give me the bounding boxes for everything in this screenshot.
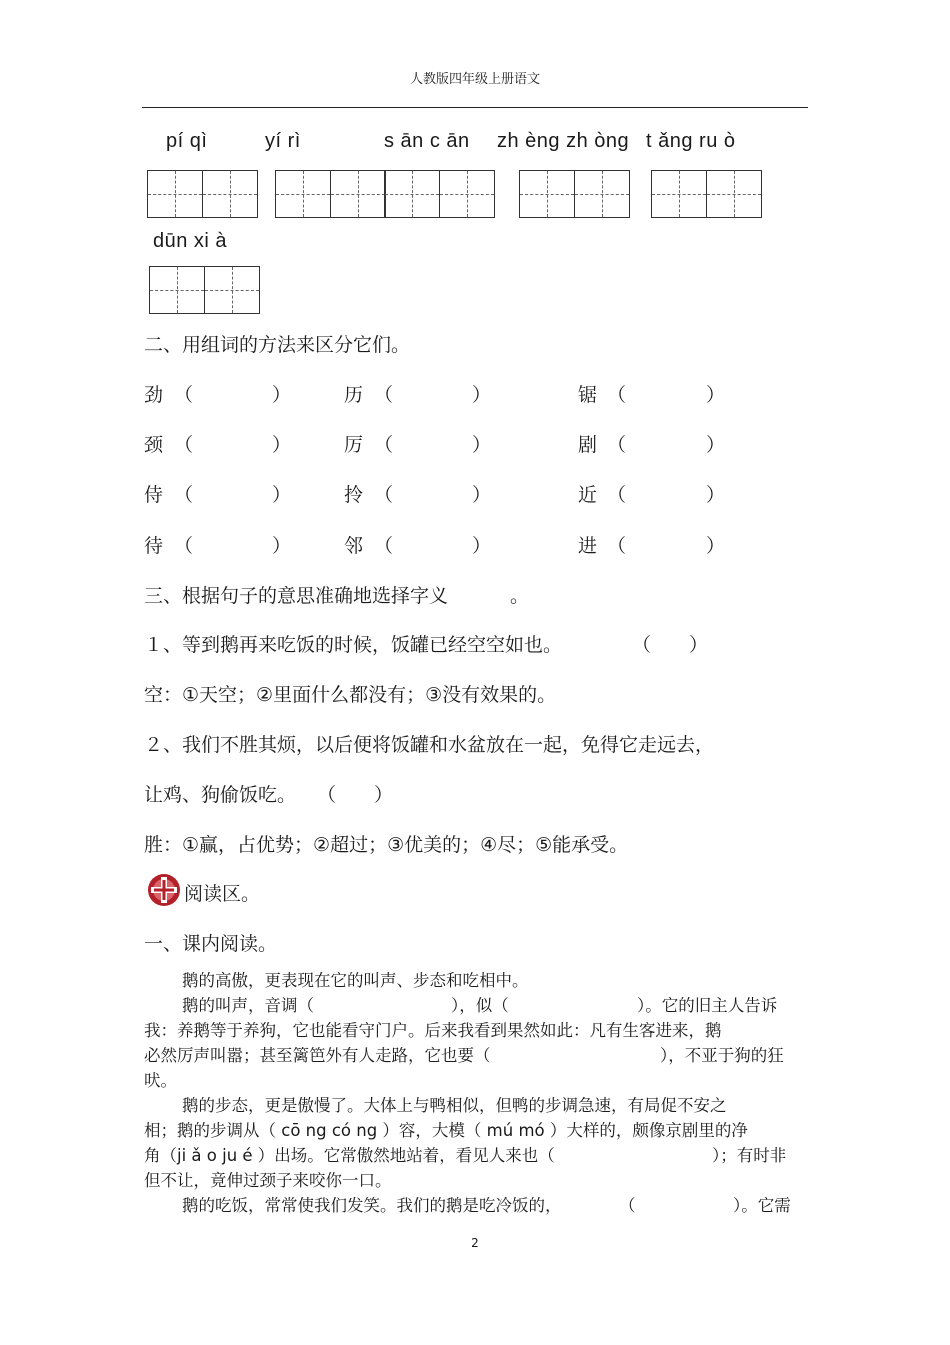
paren-open: （ <box>174 484 194 506</box>
grid-cell[interactable] <box>147 170 203 218</box>
question-2-line-2: 让鸡、狗偷饭吃。 <box>144 784 297 806</box>
cross-emblem-icon <box>147 873 181 907</box>
writing-grid-1[interactable] <box>147 170 258 218</box>
char: 劲 <box>144 384 164 406</box>
grid-cell[interactable] <box>706 170 762 218</box>
passage-line: ），似（ <box>451 996 509 1015</box>
char: 剧 <box>578 434 598 456</box>
paren-open: （ <box>607 384 627 406</box>
passage-line: 我：养鹅等于养狗，它也能看守门户。后来我看到果然如此：凡有生客进来，鹅 <box>144 1021 722 1040</box>
paren-open: （ <box>607 535 627 557</box>
passage-line: 鹅的高傲，更表现在它的叫声、步态和吃相中。 <box>182 971 529 990</box>
paren-open: （ <box>374 535 394 557</box>
writing-grid-2[interactable] <box>275 170 495 218</box>
pinyin-5: t ǎng ru ò <box>646 130 736 152</box>
passage-line: （ <box>619 1196 636 1215</box>
passage-line: ）。它需 <box>733 1196 791 1215</box>
paren-open: （ <box>174 535 194 557</box>
char: 锯 <box>578 384 598 406</box>
passage-line: 相；鹅的步调从（ cō ng có ng ）容，大模（ mú mó ）大样的，颇像京剧里的净 <box>144 1121 748 1140</box>
grid-cell[interactable] <box>330 170 386 218</box>
writing-grid-4[interactable] <box>651 170 762 218</box>
passage-line: 鹅的步态，更是傲慢了。大体上与鸭相似，但鸭的步调急速，有局促不安之 <box>182 1096 727 1115</box>
char: 颈 <box>144 434 164 456</box>
passage-line: 鹅的吃饭，常常使我们发笑。我们的鹅是吃冷饭的， <box>182 1196 562 1215</box>
grid-cell[interactable] <box>149 266 205 314</box>
reading-subtitle: 一、课内阅读。 <box>144 933 278 955</box>
grid-cell[interactable] <box>384 170 440 218</box>
paren-close: ） <box>706 434 726 456</box>
page-number: 2 <box>471 1236 479 1250</box>
pinyin-4: zh èng zh òng <box>497 130 630 152</box>
pinyin-3: s ān c ān <box>384 130 470 152</box>
question-2-options: 胜：①赢，占优势；②超过；③优美的；④尽；⑤能承受。 <box>144 834 629 856</box>
grid-cell[interactable] <box>439 170 495 218</box>
pinyin-6: dūn xi à <box>153 230 228 252</box>
passage-line: 角（ji ǎ o ju é ）出场。它常傲然地站着，看见人来也（ <box>144 1146 555 1165</box>
passage-line: 必然厉声叫嚣；甚至篱笆外有人走路，它也要（ <box>144 1046 491 1065</box>
paren-open: （ <box>374 434 394 456</box>
paren-open: （ <box>174 384 194 406</box>
grid-cell[interactable] <box>204 266 260 314</box>
page-header: 人教版四年级上册语文 <box>409 72 540 87</box>
paren-close: ） <box>472 384 492 406</box>
paren-close: ） <box>472 434 492 456</box>
passage-line: ），不亚于狗的狂 <box>660 1046 784 1065</box>
pinyin-2: yí rì <box>265 130 301 152</box>
writing-grid-3[interactable] <box>519 170 630 218</box>
grid-cell[interactable] <box>519 170 575 218</box>
writing-grid-5[interactable] <box>149 266 260 314</box>
grid-cell[interactable] <box>651 170 707 218</box>
passage-line: ）。它的旧主人告诉 <box>637 996 778 1015</box>
reading-title: 阅读区。 <box>184 883 261 905</box>
paren-open: （ <box>174 434 194 456</box>
paren-open: （ <box>607 484 627 506</box>
grid-cell[interactable] <box>202 170 258 218</box>
paren-close: ） <box>272 434 292 456</box>
char: 待 <box>144 535 164 557</box>
paren-close: ） <box>272 535 292 557</box>
question-2-line-1: ２、我们不胜其烦，以后便将饭罐和水盆放在一起，免得它走远去， <box>144 734 715 756</box>
char: 历 <box>344 384 364 406</box>
pinyin-1: pí qì <box>166 130 208 152</box>
grid-cell[interactable] <box>574 170 630 218</box>
passage-line: 吠。 <box>144 1071 177 1090</box>
question-1-options: 空：①天空；②里面什么都没有；③没有效果的。 <box>144 684 557 706</box>
passage-line: 但不让，竟伸过颈子来咬你一口。 <box>144 1171 392 1190</box>
passage-line: 鹅的叫声，音调（ <box>182 996 314 1015</box>
paren-close: ） <box>706 535 726 557</box>
char: 近 <box>578 484 598 506</box>
char: 拎 <box>344 484 364 506</box>
paren-close: ） <box>472 484 492 506</box>
paren-open: （ <box>374 384 394 406</box>
header-rule <box>142 107 808 108</box>
paren-open: （ <box>374 484 394 506</box>
paren-close: ） <box>706 384 726 406</box>
char: 侍 <box>144 484 164 506</box>
section-3-title: 三、根据句子的意思准确地选择字义 <box>144 585 449 607</box>
question-1: １、等到鹅再来吃饭的时候，饭罐已经空空如也。 <box>144 634 563 656</box>
question-2-blank[interactable]: （ ） <box>317 784 394 806</box>
paren-close: ） <box>272 384 292 406</box>
char: 进 <box>578 535 598 557</box>
paren-open: （ <box>607 434 627 456</box>
section-2-title: 二、用组词的方法来区分它们。 <box>144 334 411 356</box>
char: 邻 <box>344 535 364 557</box>
section-3-period: 。 <box>510 585 530 607</box>
char: 厉 <box>344 434 364 456</box>
paren-close: ） <box>472 535 492 557</box>
question-1-blank[interactable]: （ ） <box>632 634 709 656</box>
passage-line: ）；有时非 <box>712 1146 787 1165</box>
paren-close: ） <box>706 484 726 506</box>
paren-close: ） <box>272 484 292 506</box>
grid-cell[interactable] <box>275 170 331 218</box>
